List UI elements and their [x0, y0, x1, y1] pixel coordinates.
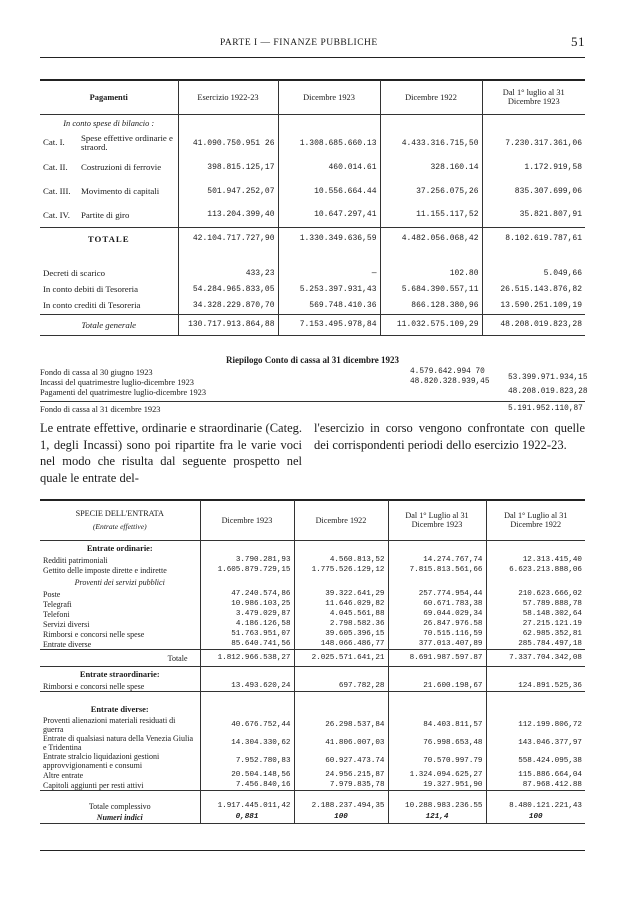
table-cell: 5.684.390.557,11 — [380, 282, 482, 298]
table-cell: 2.188.237.494,35 — [294, 801, 388, 811]
row-label: Entrate stralcio liquidazioni gestioni approvvigionamenti e consumi — [43, 752, 160, 770]
table-cell: 14.304.330,62 — [200, 734, 294, 752]
row-label: Decreti di scarico — [43, 268, 106, 278]
table-cell: 14.274.767,74 — [388, 555, 486, 565]
table-cell: 121,4 — [388, 811, 486, 824]
table-row — [40, 565, 585, 575]
table-cell: 501.947.252,07 — [178, 179, 278, 203]
table-row — [40, 155, 585, 179]
row-label: Entrate di qualsiasi natura della Venezia Giulia e Tridentina — [43, 734, 194, 752]
table-cell: 60.927.473.74 — [294, 752, 388, 770]
table-cell: 41.090.750.951 26 — [178, 131, 278, 155]
table-cell: 257.774.954,44 — [388, 589, 486, 599]
table-cell: 8.691.987.597.87 — [388, 650, 486, 667]
section-ordinarie: Entrate ordinarie: — [86, 543, 153, 553]
table-cell: 1.330.349.636,59 — [278, 227, 380, 250]
table-row — [40, 609, 585, 619]
pagamenti-table — [40, 80, 585, 336]
row-category: Cat. III. — [43, 185, 71, 196]
table-cell: 62.985.352,81 — [486, 629, 585, 639]
table-cell: — — [278, 266, 380, 282]
table-cell: 12.313.415,40 — [486, 555, 585, 565]
totale-label: TOTALE — [40, 227, 178, 250]
table-row — [40, 266, 585, 282]
paragraph-right: l'esercizio in corso vengono confrontate con quelle dei corrispondenti periodi dello esercizio 1922-23. — [314, 421, 585, 452]
col-luglio-dic-1923: Dal 1° luglio al 31 Dicembre 1923 — [482, 80, 585, 115]
table-cell: 7.153.495.978,84 — [278, 314, 380, 335]
table-cell: 2.798.582.36 — [294, 619, 388, 629]
table-cell: 1.917.445.011,42 — [200, 801, 294, 811]
table-cell: 4.045.561,88 — [294, 609, 388, 619]
riepilogo-title: Riepilogo Conto di cassa al 31 dicembre 1923 — [225, 355, 400, 365]
table-row — [40, 629, 585, 639]
table-row — [40, 770, 585, 780]
table-cell: 112.199.806,72 — [486, 716, 585, 734]
section-proventi: Proventi dei servizi pubblici — [74, 577, 165, 587]
table-cell: 69.044.029,34 — [388, 609, 486, 619]
table-cell: 47.240.574,86 — [200, 589, 294, 599]
table-cell: 835.307.699,06 — [482, 179, 585, 203]
riepilogo-label: Incassi del quatrimestre luglio-dicembre 1923 — [40, 378, 194, 387]
row-label: Telegrafi — [43, 599, 72, 609]
table-cell: 148.066.486,77 — [294, 639, 388, 650]
pagamenti-header-row — [40, 80, 585, 115]
table-cell: 285.784.497,18 — [486, 639, 585, 650]
riepilogo-conto-cassa — [40, 355, 588, 415]
riepilogo-rule — [40, 401, 585, 402]
table-cell: 26.298.537,84 — [294, 716, 388, 734]
table-cell: 210.623.666,02 — [486, 589, 585, 599]
table-cell: 39.322.641,29 — [294, 589, 388, 599]
row-label: Rimborsi e concorsi nelle spese — [43, 629, 145, 639]
table-cell: 48.208.019.823,28 — [482, 314, 585, 335]
row-label: Rimborsi e concorsi nelle spese — [43, 681, 145, 691]
table-row — [40, 780, 585, 791]
table-cell: 7.337.704.342,08 — [486, 650, 585, 667]
row-category: Cat. IV. — [43, 209, 70, 220]
table-cell: 0,881 — [200, 811, 294, 824]
table-cell: 60.671.783,38 — [388, 599, 486, 609]
riepilogo-value: 53.399.971.934,15 — [508, 374, 588, 382]
running-title: PARTE I — FINANZE PUBBLICHE — [220, 38, 378, 48]
table-cell: 19.327.951,90 — [388, 780, 486, 791]
row-category: Cat. I. — [43, 137, 65, 148]
table-row — [40, 298, 585, 315]
section-straordinarie: Entrate straordinarie: — [79, 669, 160, 679]
table-cell: 13.590.251.109,19 — [482, 298, 585, 315]
row-text: Movimento di capitali — [81, 186, 160, 197]
entrate-header-row — [40, 500, 585, 541]
table-cell: 40.676.752,44 — [200, 716, 294, 734]
table-cell: 143.046.377,97 — [486, 734, 585, 752]
table-cell: 24.956.215,87 — [294, 770, 388, 780]
table-cell: 1.605.879.729,15 — [200, 565, 294, 575]
riepilogo-label: Fondo di cassa al 31 dicembre 1923 — [40, 405, 161, 414]
table-row — [40, 752, 585, 770]
row-label: Altre entrate — [43, 770, 84, 780]
row-label — [40, 203, 178, 227]
table-cell: 26.515.143.876,82 — [482, 282, 585, 298]
table-row — [40, 681, 585, 692]
table-cell: 460.014.61 — [278, 155, 380, 179]
table-cell: 7.456.840,16 — [200, 780, 294, 791]
table-cell: 130.717.913.864,88 — [178, 314, 278, 335]
page-header — [40, 34, 585, 52]
table-row — [40, 734, 585, 752]
col-luglio-1923: Dal 1° Luglio al 31 Dicembre 1923 — [388, 500, 486, 541]
table-cell: 569.748.410.36 — [278, 298, 380, 315]
table-cell: 4.560.813,52 — [294, 555, 388, 565]
table-cell: 8.480.121.221,43 — [486, 801, 585, 811]
footer-rule — [40, 850, 585, 851]
table-cell: 10.556.664.44 — [278, 179, 380, 203]
table-cell: 85.640.741,56 — [200, 639, 294, 650]
col-dic-1923: Dicembre 1923 — [200, 500, 294, 541]
table-row — [40, 716, 585, 734]
riepilogo-label: Fondo di cassa al 30 giugno 1923 — [40, 368, 153, 377]
row-label: Servizi diversi — [43, 619, 90, 629]
totale-generale-label: Totale generale — [40, 314, 178, 335]
table-row — [40, 282, 585, 298]
col-specie-label: SPECIE DELL'ENTRATA — [75, 509, 164, 518]
table-row — [40, 589, 585, 599]
row-label: Entrate diverse — [43, 639, 92, 649]
table-cell: 697.782,28 — [294, 681, 388, 692]
riepilogo-final-line — [40, 405, 585, 415]
table-cell: 11.646.029,82 — [294, 599, 388, 609]
riepilogo-label: Pagamenti del quatrimestre luglio-dicembre 1923 — [40, 388, 207, 397]
table-cell: 57.789.888,78 — [486, 599, 585, 609]
totale-label: Totale — [40, 650, 200, 667]
table-cell: 41.806.007,03 — [294, 734, 388, 752]
table-cell: 2.025.571.641,21 — [294, 650, 388, 667]
row-category: Cat. II. — [43, 161, 68, 172]
table-cell: 54.284.965.833,05 — [178, 282, 278, 298]
table-cell: 5.049,66 — [482, 266, 585, 282]
table-cell: 42.104.717.727,90 — [178, 227, 278, 250]
row-text: Costruzioni di ferrovie — [81, 162, 162, 173]
row-label: Poste — [43, 589, 61, 599]
table-cell: 35.821.807,91 — [482, 203, 585, 227]
table-cell: 37.256.075,26 — [380, 179, 482, 203]
table-cell: 10.647.297,41 — [278, 203, 380, 227]
row-label — [40, 131, 178, 155]
col-specie — [40, 500, 200, 541]
table-cell: 7.979.835,78 — [294, 780, 388, 791]
table-cell: 3.479.029,87 — [200, 609, 294, 619]
row-label: Redditi patrimoniali — [43, 555, 108, 565]
header-rule — [40, 57, 585, 58]
table-cell: 84.403.811,57 — [388, 716, 486, 734]
totale-complessivo-label: Totale complessivo — [88, 801, 151, 811]
row-text: Spese effettive ordinarie e straord. — [81, 133, 173, 152]
col-dic-1922: Dicembre 1922 — [380, 80, 482, 115]
totale-complessivo-row — [40, 801, 585, 811]
table-cell: 10.288.983.236.55 — [388, 801, 486, 811]
table-cell: 4.186.126,58 — [200, 619, 294, 629]
riepilogo-value: 48.820.328.939,45 — [410, 378, 490, 386]
table-cell: 76.998.653,48 — [388, 734, 486, 752]
table-cell: 6.623.213.888,06 — [486, 565, 585, 575]
table-cell: 7.815.813.561,66 — [388, 565, 486, 575]
table-cell: 1.172.919,58 — [482, 155, 585, 179]
table-cell: 115.886.664,04 — [486, 770, 585, 780]
row-label: Capitoli aggiunti per resti attivi — [43, 780, 144, 790]
table-cell: 124.891.525,36 — [486, 681, 585, 692]
table-cell: 20.504.148,56 — [200, 770, 294, 780]
entrate-totale-row — [40, 650, 585, 667]
table-cell: 558.424.095,38 — [486, 752, 585, 770]
table-row — [40, 619, 585, 629]
table-cell: 5.253.397.931,43 — [278, 282, 380, 298]
table-cell: 4.433.316.715,50 — [380, 131, 482, 155]
col-luglio-1922: Dal 1° Luglio al 31 Dicembre 1922 — [486, 500, 585, 541]
page-number: 51 — [571, 34, 585, 49]
table-cell: 1.775.526.129,12 — [294, 565, 388, 575]
table-cell: 27.215.121.19 — [486, 619, 585, 629]
entrate-table — [40, 500, 585, 824]
table-cell: 377.013.407,89 — [388, 639, 486, 650]
row-label: Telefoni — [43, 609, 70, 619]
row-label: Gettito delle imposte dirette e indirette — [43, 565, 167, 575]
table-cell: 1.308.685.660.13 — [278, 131, 380, 155]
riepilogo-value: 5.191.952.110,87 — [508, 405, 583, 413]
numeri-indici-row — [40, 811, 585, 824]
paragraph-left: Le entrate effettive, ordinarie e straordinarie (Categ. 1, degli Incassi) sono poi ripartite fra le varie voci nel modo che risulta dal seguente prospetto nel quale le entrate del- — [40, 421, 302, 485]
table-cell: 100 — [294, 811, 388, 824]
table-row — [40, 203, 585, 227]
row-label — [40, 179, 178, 203]
col-specie-sub: (Entrate effettive) — [92, 522, 147, 531]
riepilogo-line — [40, 368, 585, 378]
table-cell: 4.482.056.068,42 — [380, 227, 482, 250]
table-cell: 13.493.620,24 — [200, 681, 294, 692]
table-row — [40, 179, 585, 203]
section-diverse: Entrate diverse: — [90, 704, 149, 714]
table-cell: 11.155.117,52 — [380, 203, 482, 227]
pagamenti-generale-row — [40, 314, 585, 335]
pagamenti-totale-row — [40, 227, 585, 250]
table-cell: 51.763.951,07 — [200, 629, 294, 639]
table-cell: 102.80 — [380, 266, 482, 282]
table-cell: 21.600.198,67 — [388, 681, 486, 692]
table-cell: 7.952.780,83 — [200, 752, 294, 770]
table-cell: 10.986.103,25 — [200, 599, 294, 609]
table-cell: 866.128.380,96 — [380, 298, 482, 315]
riepilogo-line — [40, 374, 588, 388]
table-cell: 11.032.575.109,29 — [380, 314, 482, 335]
pagamenti-subtitle: In conto spese di bilancio : — [63, 118, 155, 128]
col-dic-1923: Dicembre 1923 — [278, 80, 380, 115]
table-cell: 113.204.399,40 — [178, 203, 278, 227]
table-cell: 70.570.997.79 — [388, 752, 486, 770]
row-label: In conto crediti di Tesoreria — [43, 300, 141, 310]
col-dic-1922: Dicembre 1922 — [294, 500, 388, 541]
table-cell: 433,23 — [178, 266, 278, 282]
riepilogo-value: 4.579.642.994 70 — [410, 368, 485, 376]
table-row — [40, 639, 585, 650]
table-cell: 398.815.125,17 — [178, 155, 278, 179]
col-pagamenti: Pagamenti — [40, 80, 178, 115]
table-cell: 3.790.281,93 — [200, 555, 294, 565]
table-cell: 100 — [486, 811, 585, 824]
table-row — [40, 555, 585, 565]
row-label — [40, 155, 178, 179]
table-cell: 39.605.396,15 — [294, 629, 388, 639]
row-label: In conto debiti di Tesoreria — [43, 284, 138, 294]
table-cell: 8.102.619.787,61 — [482, 227, 585, 250]
row-text: Partite di giro — [81, 209, 130, 220]
table-cell: 328.160.14 — [380, 155, 482, 179]
riepilogo-line — [40, 388, 588, 398]
col-esercizio: Esercizio 1922-23 — [178, 80, 278, 115]
table-cell: 58.148.302,64 — [486, 609, 585, 619]
row-label: Proventi alienazioni materiali residuati di guerra — [43, 716, 176, 734]
table-row — [40, 131, 585, 155]
riepilogo-value: 48.208.019.823,28 — [508, 388, 588, 396]
table-cell: 1.812.966.538,27 — [200, 650, 294, 667]
table-cell: 87.968.412.88 — [486, 780, 585, 791]
table-cell: 1.324.094.625,27 — [388, 770, 486, 780]
numeri-indici-label: Numeri indici — [96, 812, 143, 822]
table-cell: 7.230.317.361,06 — [482, 131, 585, 155]
table-cell: 34.328.229.870,70 — [178, 298, 278, 315]
table-cell: 26.847.976.58 — [388, 619, 486, 629]
table-cell: 70.515.116,59 — [388, 629, 486, 639]
table-row — [40, 599, 585, 609]
